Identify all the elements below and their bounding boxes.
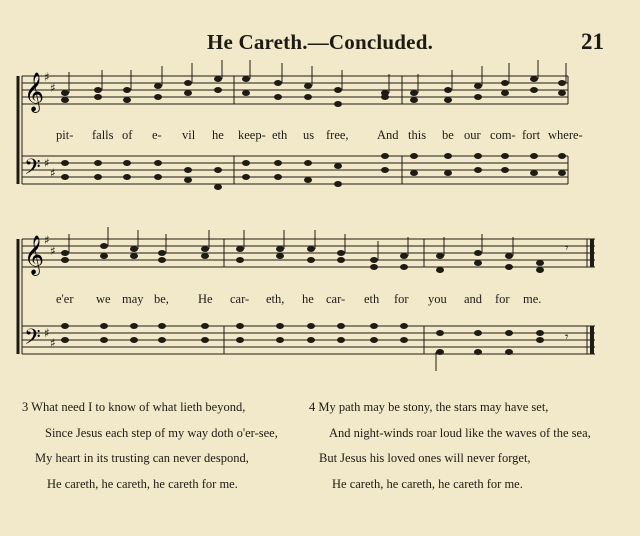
lyric-syllable: you — [428, 292, 447, 306]
lyric-syllable: He — [198, 292, 213, 306]
rest-icon: 𝄾 — [565, 241, 569, 256]
lyric-syllable: eth — [272, 128, 288, 142]
lyric-syllable: this — [408, 128, 427, 142]
page-title: He Careth.—Concluded. — [206, 30, 434, 54]
system-1-bass-staff — [22, 156, 568, 184]
lyric-syllable: our — [464, 128, 481, 142]
lyric-syllable: keep- — [238, 128, 266, 142]
system-1-treble-staff — [22, 76, 568, 104]
key-signature-sharps — [44, 233, 56, 350]
svg-text:♯: ♯ — [44, 233, 50, 247]
verse-line: And night-winds roar loud like the waves of the sea, — [329, 425, 591, 440]
svg-text:♯: ♯ — [50, 166, 56, 180]
lyric-syllable: com- — [490, 128, 516, 142]
system-1-treble-notes — [61, 76, 566, 107]
verse-3 — [22, 395, 278, 497]
lyric-syllable: for — [394, 292, 409, 306]
verse-line: He careth, he careth, he careth for me. — [332, 476, 523, 491]
lyric-syllable: And — [377, 128, 399, 142]
svg-text:♯: ♯ — [44, 70, 50, 84]
verse-line: But Jesus his loved ones will never forget, — [319, 451, 531, 465]
verse-line: My heart in its trusting can never despond, — [35, 451, 249, 465]
verse-line: He careth, he careth, he careth for me. — [47, 476, 238, 491]
page-number: 21 — [581, 29, 604, 54]
lyric-syllable: eth, — [266, 292, 285, 306]
lyric-syllable: us — [303, 128, 315, 142]
verse-line: Since Jesus each step of my way doth o'er-see, — [45, 425, 278, 440]
svg-text:♯: ♯ — [44, 326, 50, 340]
svg-text:♯: ♯ — [50, 336, 56, 350]
lyric-syllable: for — [495, 292, 510, 306]
verse-line: What need I to know of what lieth beyond, — [31, 400, 246, 414]
verse-line: My path may be stony, the stars may have set, — [318, 400, 549, 414]
lyric-syllable: car- — [326, 292, 346, 306]
svg-text:♯: ♯ — [50, 244, 56, 258]
lyric-syllable: fort — [522, 128, 541, 142]
lyric-syllable: of — [122, 128, 133, 142]
lyric-syllable: me. — [523, 292, 542, 306]
lyric-syllable: vil — [182, 128, 196, 142]
treble-clef-icon: 𝄞 — [24, 72, 45, 112]
bass-clef-icon: 𝄢 — [24, 325, 41, 355]
lyric-syllable: eth — [364, 292, 380, 306]
lyric-syllable: car- — [230, 292, 250, 306]
lyric-syllable: be — [442, 128, 454, 142]
svg-text:♯: ♯ — [44, 156, 50, 170]
lyric-syllable: be, — [154, 292, 169, 306]
svg-text:♯: ♯ — [50, 81, 56, 95]
verse-4 — [309, 395, 591, 497]
treble-clef-icon: 𝄞 — [24, 235, 45, 275]
verse-number: 4 — [309, 400, 316, 414]
lyric-syllable: he — [302, 292, 314, 306]
rest-icon: 𝄾 — [565, 330, 569, 345]
system-2-treble-notes — [61, 243, 544, 273]
lyric-syllable: pit- — [56, 128, 74, 142]
lyric-syllable: and — [464, 292, 483, 306]
verse-number: 3 — [22, 400, 29, 414]
system-2-bass-notes — [61, 323, 544, 355]
lyric-syllable: where- — [548, 128, 583, 142]
lyric-syllable: may — [122, 292, 144, 306]
lyric-syllable: falls — [92, 128, 114, 142]
lyric-syllable: e'er — [56, 292, 74, 306]
lyric-syllable: free, — [326, 128, 349, 142]
lyric-syllable: e- — [152, 128, 162, 142]
bass-clef-icon: 𝄢 — [24, 155, 41, 185]
lyric-syllable: we — [96, 292, 111, 306]
lyric-syllable: he — [212, 128, 224, 142]
